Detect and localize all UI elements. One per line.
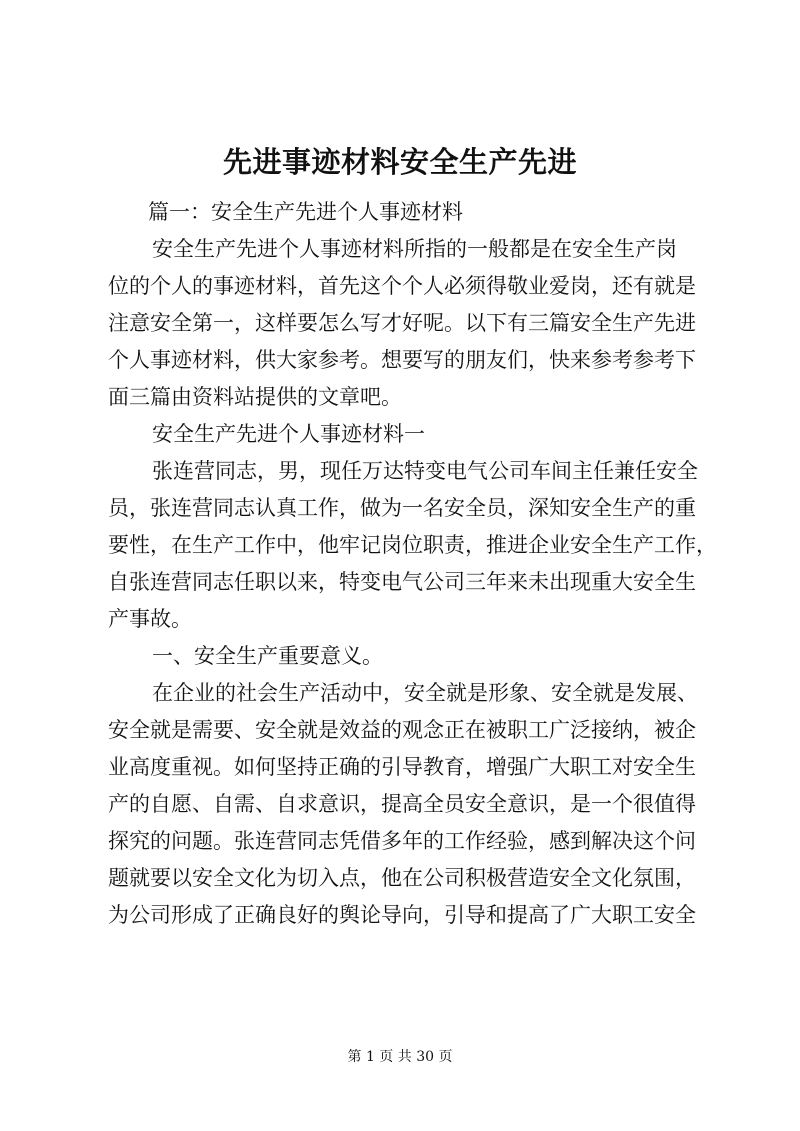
paragraph-line: 面三篇由资料站提供的文章吧。	[108, 385, 402, 409]
section-heading: 篇一：安全生产先进个人事迹材料	[148, 200, 463, 224]
paragraph-line: 注意安全第一，这样要怎么写才好呢。以下有三篇安全生产先进	[108, 311, 696, 335]
paragraph-line: 位的个人的事迹材料，首先这个个人必须得敬业爱岗，还有就是	[108, 274, 696, 298]
section-heading: 一、安全生产重要意义。	[152, 644, 383, 668]
paragraph-line: 业高度重视。如何坚持正确的引导教育，增强广大职工对安全生	[108, 755, 696, 779]
paragraph-line: 要性，在生产工作中，他牢记岗位职责，推进企业安全生产工作，	[108, 533, 717, 557]
paragraph-line: 员，张连营同志认真工作，做为一名安全员，深知安全生产的重	[108, 496, 696, 520]
subheading: 安全生产先进个人事迹材料一	[152, 422, 425, 446]
paragraph-line: 自张连营同志任职以来，特变电气公司三年来未出现重大安全生	[108, 570, 696, 594]
paragraph-line: 个人事迹材料，供大家参考。想要写的朋友们，快来参考参考下	[108, 348, 696, 372]
paragraph-line: 在企业的社会生产活动中，安全就是形象、安全就是发展、	[152, 681, 698, 705]
document-title: 先进事迹材料安全生产先进	[222, 145, 577, 179]
paragraph-line: 题就要以安全文化为切入点，他在公司积极营造安全文化氛围，	[108, 866, 696, 890]
paragraph-line: 产的自愿、自需、自求意识，提高全员安全意识，是一个很值得	[108, 792, 696, 816]
paragraph-line: 张连营同志，男，现任万达特变电气公司车间主任兼任安全	[152, 459, 698, 483]
paragraph-line: 安全生产先进个人事迹材料所指的一般都是在安全生产岗	[152, 237, 677, 261]
paragraph-line: 探究的问题。张连营同志凭借多年的工作经验，感到解决这个问	[108, 829, 696, 853]
paragraph-line: 为公司形成了正确良好的舆论导向，引导和提高了广大职工安全	[108, 903, 696, 927]
page-footer: 第 1 页 共 30 页	[347, 1049, 453, 1065]
paragraph-line: 安全就是需要、安全就是效益的观念正在被职工广泛接纳，被企	[108, 718, 696, 742]
paragraph-line: 产事故。	[108, 607, 192, 631]
